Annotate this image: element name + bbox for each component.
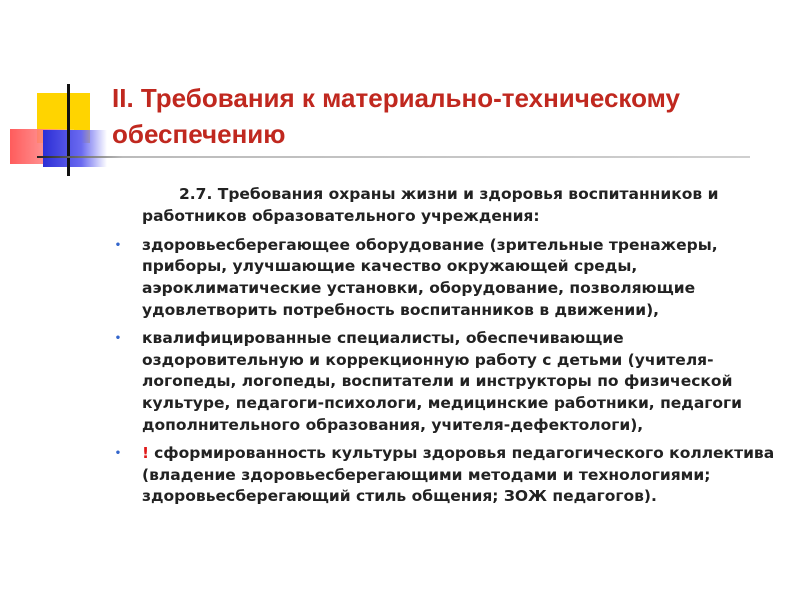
bullet-icon: • <box>114 332 122 344</box>
subheading-text: 2.7. Требования охраны жизни и здоровья воспитанников и работников образовательного учреждения: <box>142 185 719 225</box>
bullet-icon: • <box>114 239 122 251</box>
list-item-text: здоровьесберегающее оборудование (зрительные тренажеры, приборы, улучшающие качество окружающей среды, аэроклиматические установки, оборудование, позволяющие удовлетворить потребность воспитанников в движении), <box>142 235 718 319</box>
list-item <box>108 443 778 508</box>
decorative-blue-block <box>43 130 107 167</box>
list-item <box>108 235 778 322</box>
list-item-text: квалифицированные специалисты, обеспечивающие оздоровительную и коррекционную работу с детьми (учителя-логопеды, логопеды, воспитатели и инструкторы по физической культуре, педагоги-психологи, медицинские работники, педагоги дополнительного образования, учителя-дефектологи), <box>142 328 742 434</box>
title-underline-divider <box>37 156 750 158</box>
decorative-vertical-line <box>67 84 70 176</box>
exclamation-mark: ! <box>142 443 150 462</box>
slide-title: II. Требования к материально-техническому обеспечению <box>112 83 680 149</box>
subheading <box>108 184 778 228</box>
bullet-icon: • <box>114 447 122 459</box>
list-item-text: сформированность культуры здоровья педагогического коллектива (владение здоровьесберегающими методами и технологиями; здоровьесберегающий стиль общения; ЗОЖ педагогов). <box>142 443 775 506</box>
slide-content <box>108 184 778 514</box>
list-item <box>108 328 778 437</box>
